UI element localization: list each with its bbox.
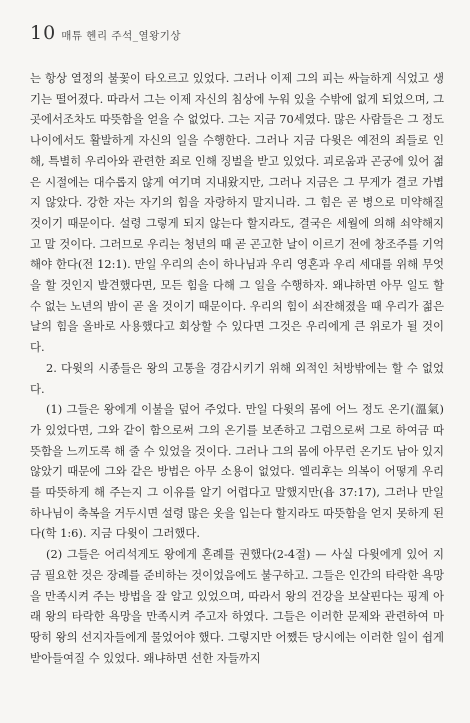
- running-title: 매튜 헨리 주석_열왕기상: [61, 30, 182, 42]
- paragraph-point-2: 2. 다윗의 시종들은 왕의 고통을 경감시키기 위해 외적인 처방밖에는 할 수 없었다.: [30, 360, 444, 396]
- paragraph-continued: 는 항상 열정의 불꽃이 타오르고 있었다. 그러나 이제 그의 피는 싸늘하게 식었고 생기는 떨어졌다. 따라서 그는 이제 자신의 침상에 누워 있을 수밖에 없게 되었으며, 그 곳에서조차도 따뜻함을 얻을 수 없었다. 그는 지금 70세였다. 많은 사람들은 그 정도 나이에서도 활발하게 자신의 일을 수행한다. 그러나 지금 다윗은 예전의 죄들로 인해, 특별히 우리아와 관련한 죄로 인해 징벌을 받고 있었다. 괴로움과 곤궁에 있어 젊은 시절에는 대수롭지 않게 여기며 지내왔지만, 그러나 지금은 그 무게가 결코 가볍지 않았다. 강한 자는 자기의 힘을 자랑하지 말지니라. 그 힘은 곧 병으로 미약해질 것이기 때문이다. 설령 그렇게 되지 않는다 할지라도, 결국은 세월에 의해 쇠약해지고 말 것이다. 그러므로 우리는 청년의 때 곧 곤고한 날이 이르기 전에 창조주를 기억해야 한다(전 12:1). 만일 우리의 손이 하나님과 우리 영혼과 우리 세대를 위해 무엇을 할 것인지 발견했다면, 모든 힘을 다해 그 일을 수행하자. 왜냐하면 아무 일도 할 수 없는 노년의 밤이 곧 올 것이기 때문이다. 우리의 힘이 쇠잔해졌을 때 우리가 젊은 날의 힘을 올바로 사용했다고 회상할 수 있다면 그것은 우리에게 큰 위로가 될 것이다.: [30, 71, 444, 355]
- body-text: [30, 68, 444, 668]
- page-header: [30, 22, 181, 44]
- page-number: 10: [30, 22, 57, 44]
- paragraph-subpoint-2: (2) 그들은 어리석게도 왕에게 혼례를 권했다(2-4절) — 사실 다윗에게 있어 지금 필요한 것은 장례를 준비하는 것이었음에도 불구하고. 그들은 인간의 타락한 욕망을 만족시켜 주는 방법을 잘 알고 있었으며, 따라서 왕의 건강을 보살핀다는 핑계 아래 왕의 타락한 욕망을 만족시켜 주고자 하였다. 그들은 이러한 문제와 관련하여 마땅히 왕의 선지자들에게 물었어야 했다. 그렇지만 어쨌든 당시에는 이러한 일이 쉽게 받아들여질 수 있었다. 왜냐하면 선한 자들까지: [30, 547, 444, 665]
- paragraph-subpoint-1: (1) 그들은 왕에게 이불을 덮어 주었다. 만일 다윗의 몸에 어느 정도 온기(溫氣)가 있었다면, 그와 같이 함으로써 그의 온기를 보존하고 그럼으로써 그로 하여금 따뜻함을 느끼도록 해 줄 수 있었을 것이다. 그러나 그의 몸에 아무런 온기도 남아 있지 않았기 때문에 그와 같은 방법은 아무 소용이 없었다. 엘리후는 의복이 어떻게 우리를 따뜻하게 해 주는지 그 이유를 알기 어렵다고 말했지만(욥 37:17), 그러나 만일 하나님이 축복을 거두시면 설령 많은 옷을 입는다 할지라도 따뜻함을 얻지 못하게 된다(학 1:6). 지금 다윗이 그러했다.: [30, 402, 444, 541]
